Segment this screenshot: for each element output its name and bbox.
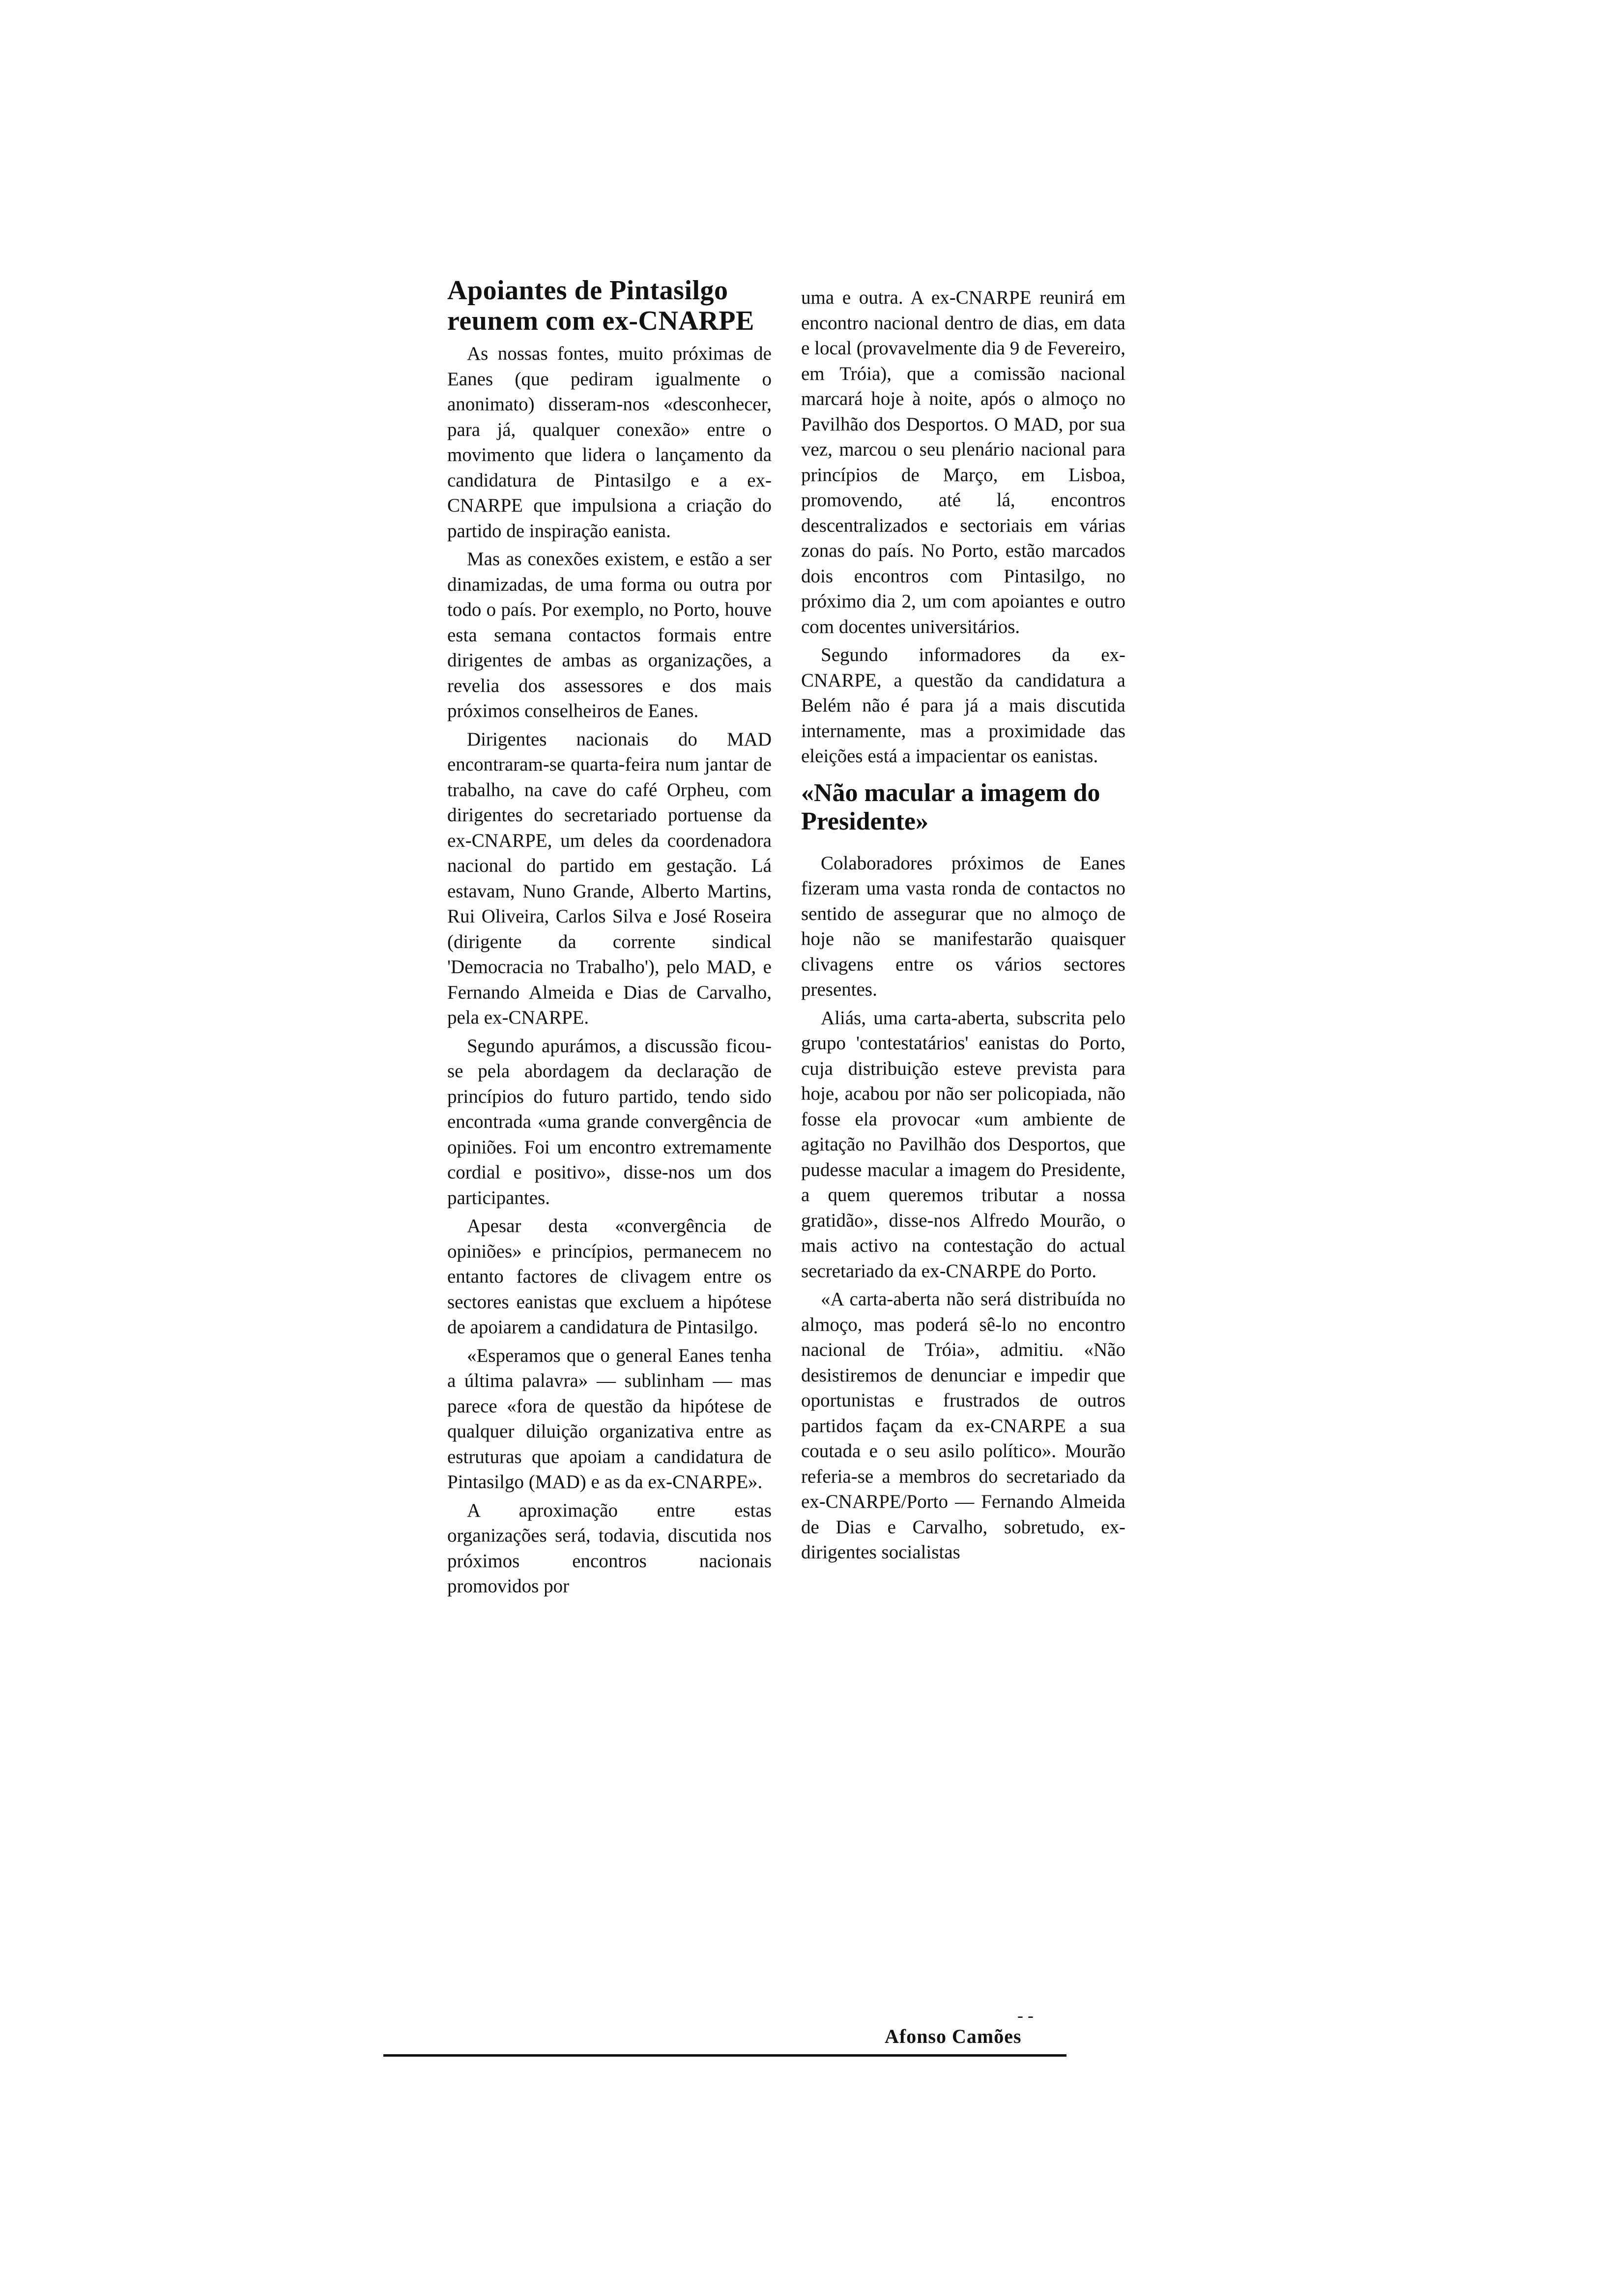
paragraph: «A carta-aberta não será distribuída no almoço, mas poderá sê-lo no encontro nacional de Tróia», admitiu. «Não desistiremos de denunciar e impedir que oportunistas e frustrados de outros partidos façam da ex-CNARPE a sua coutada e o seu asilo político». Mourão referia-se a membros do secretariado da ex-CNARPE/Porto — Fernando Almeida de Dias e Carvalho, sobretudo, ex-dirigentes socialistas [801,1289,1125,1563]
article-column-left [447,275,772,1602]
article-subheading: «Não macular a imagem do Presidente» [801,778,1100,835]
article-column-right [801,285,1125,1568]
paragraph: Dirigentes nacionais do MAD encontraram-se quarta-feira num jantar de trabalho, na cave do café Orpheu, com dirigentes do secretariado portuense da ex-CNARPE, um deles da coordenadora nacional do partido em gestação. Lá estavam, Nuno Grande, Alberto Martins, Rui Oliveira, Carlos Silva e José Roseira (dirigente da corrente sindical 'Democracia no Trabalho'), pelo MAD, e Fernando Almeida e Dias de Carvalho, pela ex-CNARPE. [447,728,772,1028]
end-mark: - - [1017,2006,1034,2025]
article-headline: Apoiantes de Pintasilgo reunem com ex-CNARPE [447,275,754,336]
paragraph: Aliás, uma carta-aberta, subscrita pelo grupo 'contestatários' eanistas do Porto, cuja distribuição esteve prevista para hoje, acabou por não ser policopiada, não fosse ela provocar «um ambiente de agitação no Pavilhão dos Desportos, que pudesse macular a imagem do Presidente, a quem queremos tributar a nossa gratidão», disse-nos Alfredo Mourão, o mais activo na contestação do actual secretariado da ex-CNARPE do Porto. [801,1007,1125,1282]
paragraph: Segundo informadores da ex-CNARPE, a questão da candidatura a Belém não é para já a mais discutida internamente, mas a proximidade das eleições está a impacientar os eanistas. [801,644,1125,767]
bottom-rule [383,2054,1066,2057]
paragraph: Colaboradores próximos de Eanes fizeram uma vasta ronda de contactos no sentido de assegurar que no almoço de hoje não se manifestarão quaisquer clivagens entre os vários sectores presentes. [801,852,1125,1000]
paragraph: Mas as conexões existem, e estão a ser dinamizadas, de uma forma ou outra por todo o país. Por exemplo, no Porto, houve esta semana contactos formais entre dirigentes de ambas as organizações, a revelia dos assessores e dos mais próximos conselheiros de Eanes. [447,548,772,721]
paragraph: uma e outra. A ex-CNARPE reunirá em encontro nacional dentro de dias, em data e local (provavelmente dia 9 de Fevereiro, em Tróia), que a comissão nacional marcará hoje à noite, após o almoço no Pavilhão dos Desportos. O MAD, por sua vez, marcou o seu plenário nacional para princípios de Março, em Lisboa, promovendo, até lá, encontros descentralizados e sectoriais em várias zonas do país. No Porto, estão marcados dois encontros com Pintasilgo, no próximo dia 2, um com apoiantes e outro com docentes universitários. [801,287,1125,637]
paragraph: Segundo apurámos, a discussão ficou-se pela abordagem da declaração de princípios do futuro partido, tendo sido encontrada «uma grande convergência de opiniões. Foi um encontro extremamente cordial e positivo», disse-nos um dos participantes. [447,1035,772,1208]
newspaper-clipping [383,265,1125,2270]
paragraph: A aproximação entre estas organizações será, todavia, discutida nos próximos encontros nacionais promovidos por [447,1499,772,1597]
paragraph: Apesar desta «convergência de opiniões» e princípios, permanecem no entanto factores de clivagem entre os sectores eanistas que excluem a hipótese de apoiarem a candidatura de Pintasilgo. [447,1215,772,1338]
paragraph: As nossas fontes, muito próximas de Eanes (que pediram igualmente o anonimato) disseram-nos «desconhecer, para já, qualquer conexão» entre o movimento que lidera o lançamento da candidatura de Pintasilgo e a ex-CNARPE que impulsiona a criação do partido de inspiração eanista. [447,343,772,542]
paragraph: «Esperamos que o general Eanes tenha a última palavra» — sublinham — mas parece «fora de questão da hipótese de qualquer diluição organizativa entre as estruturas que apoiam a candidatura de Pintasilgo (MAD) e as da ex-CNARPE». [447,1345,772,1492]
article-byline: Afonso Camões [885,2025,1022,2047]
